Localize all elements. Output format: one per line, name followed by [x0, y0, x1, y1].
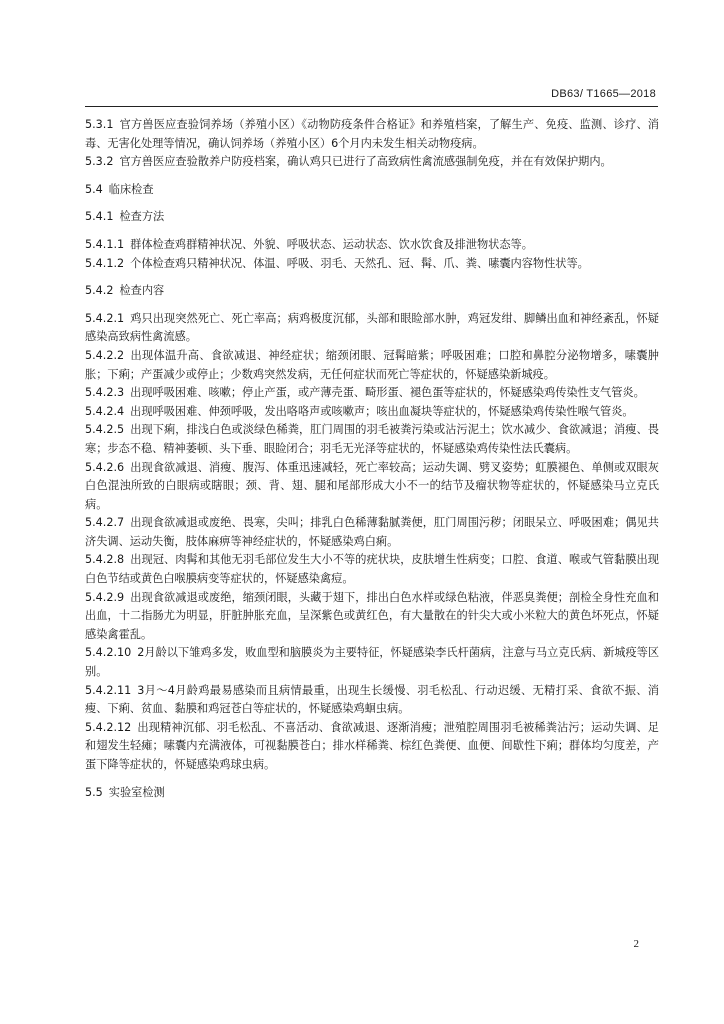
section-heading-5-4: 5.4 临床检查: [85, 182, 154, 196]
clause-5-4-2-7: 5.4.2.7 出现食欲减退或废绝、畏寒，尖叫；排乳白色稀薄黏腻粪便，肛门周围污秽；闭眼呆立、呼吸困难；偶见共济失调、运动失衡，肢体麻痹等神经症状的，怀疑感染鸡白痢。: [85, 516, 659, 548]
clause-5-4-2-6: 5.4.2.6 出现食欲减退、消瘦、腹泻、体重迅速减轻，死亡率较高；运动失调、劈叉姿势；虹膜褪色、单侧或双眼灰白色混浊所致的白眼病或瞎眼；颈、背、翅、腿和尾部形成大小不一的结节及瘤状物等症状的，怀疑感染马立克氏病。: [85, 460, 659, 511]
clause-5-4-1-2: 5.4.1.2 个体检查鸡只精神状况、体温、呼吸、羽毛、天然孔、冠、髯、爪、粪、嗉囊内容物性状等。: [85, 256, 589, 270]
clause-5-4-2-11: 5.4.2.11 3月～4月龄鸡最易感染而且病情最重，出现生长缓慢、羽毛松乱、行动迟缓、无精打采、食欲不振、消瘦、下痢、贫血、黏膜和鸡冠苍白等症状的，怀疑感染鸡蛔虫病。: [85, 683, 659, 716]
clause-5-4-2-12: 5.4.2.12 出现精神沉郁、羽毛松乱、不喜活动、食欲减退、逐渐消瘦；泄殖腔周围羽毛被稀粪沾污；运动失调、足和翅发生轻瘫；嗉囊内充满液体，可视黏膜苍白；排水样稀粪、棕红色粪便、血便、间歇性下痢；群体均匀度差，产蛋下降等症状的，怀疑感染鸡球虫病。: [85, 720, 659, 771]
section-heading-5-5: 5.5 实验室检测: [85, 785, 165, 799]
clause-5-3-1: 5.3.1 官方兽医应查验饲养场（养殖小区）《动物防疫条件合格证》和养殖档案，了解生产、免疫、监测、诊疗、消毒、无害化处理等情况，确认饲养场（养殖小区）6个月内未发生相关动物疫病。: [85, 118, 659, 150]
clause-5-4-2-5: 5.4.2.5 出现下痢，排浅白色或淡绿色稀粪，肛门周围的羽毛被粪污染或沾污泥土；饮水减少、食欲减退；消瘦、畏寒；步态不稳、精神萎顿、头下垂、眼睑闭合；羽毛无光泽等症状的，怀疑感染鸡传染性法氏囊病。: [85, 423, 659, 455]
clause-5-4-2-2: 5.4.2.2 出现体温升高、食欲减退、神经症状；缩颈闭眼、冠髯暗紫；呼吸困难；口腔和鼻腔分泌物增多，嗉囊肿胀；下痢；产蛋减少或停止；少数鸡突然发病，无任何症状而死亡等症状的，怀疑感染新城疫。: [85, 348, 659, 381]
clause-5-4-1-1: 5.4.1.1 群体检查鸡群精神状况、外貌、呼吸状态、运动状态、饮水饮食及排泄物状态等。: [85, 237, 533, 251]
clause-5-4-2-9: 5.4.2.9 出现食欲减退或废绝，缩颈闭眼，头藏于翅下，排出白色水样或绿色粘液，伴恶臭粪便；剖检全身性充血和出血，十二指肠尤为明显，肝脏肿胀充血，呈深紫色或黄红色，有大量散在的针尖大或小米粒大的黄色坏死点，怀疑感染禽霍乱。: [85, 590, 659, 641]
page-number: 2: [633, 938, 639, 950]
clause-5-4-2-10: 5.4.2.10 2月龄以下雏鸡多发，败血型和脑膜炎为主要特征，怀疑感染李氏杆菌病，注意与马立克氏病、新城疫等区别。: [85, 646, 660, 679]
document-body: [85, 116, 659, 802]
header-divider: [85, 106, 658, 107]
section-heading-5-4-1: 5.4.1 检查方法: [85, 210, 165, 224]
clause-5-4-2-1: 5.4.2.1 鸡只出现突然死亡、死亡率高；病鸡极度沉郁，头部和眼睑部水肿，鸡冠发绀、脚鳞出血和神经紊乱，怀疑感染高致病性禽流感。: [85, 311, 659, 344]
section-heading-5-4-2: 5.4.2 检查内容: [85, 284, 165, 298]
clause-5-4-2-3: 5.4.2.3 出现呼吸困难、咳嗽；停止产蛋，或产薄壳蛋、畸形蛋、褪色蛋等症状的，怀疑感染鸡传染性支气管炎。: [85, 386, 645, 400]
clause-5-3-2: 5.3.2 官方兽医应查验散养户防疫档案，确认鸡只已进行了高致病性禽流感强制免疫，并在有效保护期内。: [85, 155, 612, 169]
standard-code: DB63/ T1665—2018: [551, 88, 656, 100]
clause-5-4-2-4: 5.4.2.4 出现呼吸困难、伸颈呼吸，发出咯咯声或咳嗽声；咳出血凝块等症状的，怀疑感染鸡传染性喉气管炎。: [85, 404, 634, 418]
clause-5-4-2-8: 5.4.2.8 出现冠、肉髯和其他无羽毛部位发生大小不等的疣状块，皮肤增生性病变；口腔、食道、喉或气管黏膜出现白色节结或黄色白喉膜病变等症状的，怀疑感染禽痘。: [85, 553, 659, 586]
